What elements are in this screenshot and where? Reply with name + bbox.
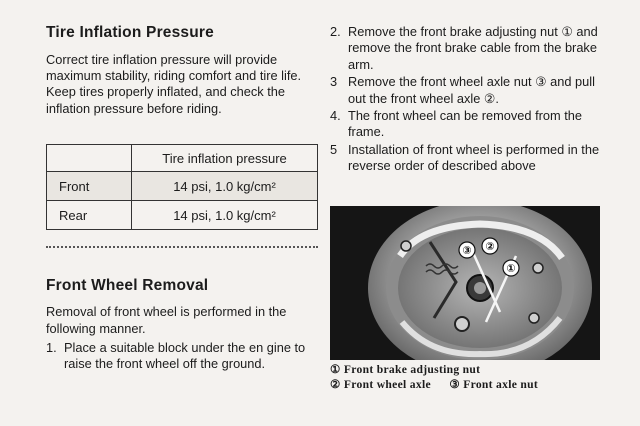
step-text: Installation of front wheel is performed in the reverse order of described above	[348, 141, 600, 174]
step-number: 5	[330, 141, 338, 157]
step-1	[46, 340, 318, 373]
section-divider	[46, 246, 318, 248]
table-header: Tire inflation pressure	[132, 145, 318, 172]
removal-steps	[330, 24, 612, 175]
caption-axle-nut: ③ Front axle nut	[449, 378, 539, 392]
step-number: 4.	[330, 108, 341, 124]
tire-pressure-heading: Tire Inflation Pressure	[46, 24, 214, 41]
right-column	[330, 24, 612, 175]
step-text: Remove the front wheel axle nut ③ and pull out the front wheel axle ②.	[348, 74, 595, 106]
brake-hub-photo	[330, 206, 600, 360]
front-wheel-heading: Front Wheel Removal	[46, 277, 209, 294]
step-number: 2.	[330, 24, 341, 39]
callout-3: ③	[462, 244, 472, 257]
caption-line-1: ① Front brake adjusting nut	[330, 363, 481, 376]
step-text: Remove the front brake adjusting nut ① and remove the front brake cable from the brake arm.	[348, 24, 598, 72]
table-corner-cell	[47, 145, 132, 172]
list-item	[330, 108, 612, 141]
step-text: The front wheel can be removed from the frame.	[348, 108, 583, 140]
list-item	[330, 74, 612, 107]
tire-pressure-intro: Correct tire inflation pressure will provide maximum stability, riding comfort and tire life. Keep tires properly inflated, and check the inflation pressure before riding.	[46, 52, 302, 116]
list-item	[330, 24, 612, 73]
caption-axle: ② Front wheel axle	[330, 378, 431, 392]
callout-1: ①	[506, 262, 516, 275]
step-number: 1.	[46, 340, 57, 355]
row-value: 14 psi, 1.0 kg/cm²	[132, 172, 318, 201]
row-value: 14 psi, 1.0 kg/cm²	[132, 201, 318, 230]
row-label: Front	[47, 172, 132, 201]
row-label: Rear	[47, 201, 132, 230]
table-row	[47, 201, 318, 230]
list-item	[330, 142, 612, 175]
step-text: Place a suitable block under the en gine to raise the front wheel off the ground.	[64, 340, 306, 372]
table-row	[47, 172, 318, 201]
callout-2: ②	[485, 240, 495, 253]
caption-line-2	[330, 377, 612, 392]
step-number: 3	[330, 74, 338, 90]
front-wheel-intro: Removal of front wheel is performed in the following manner.	[46, 304, 287, 336]
table-header-row	[47, 145, 318, 172]
tire-pressure-table	[46, 144, 318, 230]
figure-caption	[330, 362, 612, 393]
